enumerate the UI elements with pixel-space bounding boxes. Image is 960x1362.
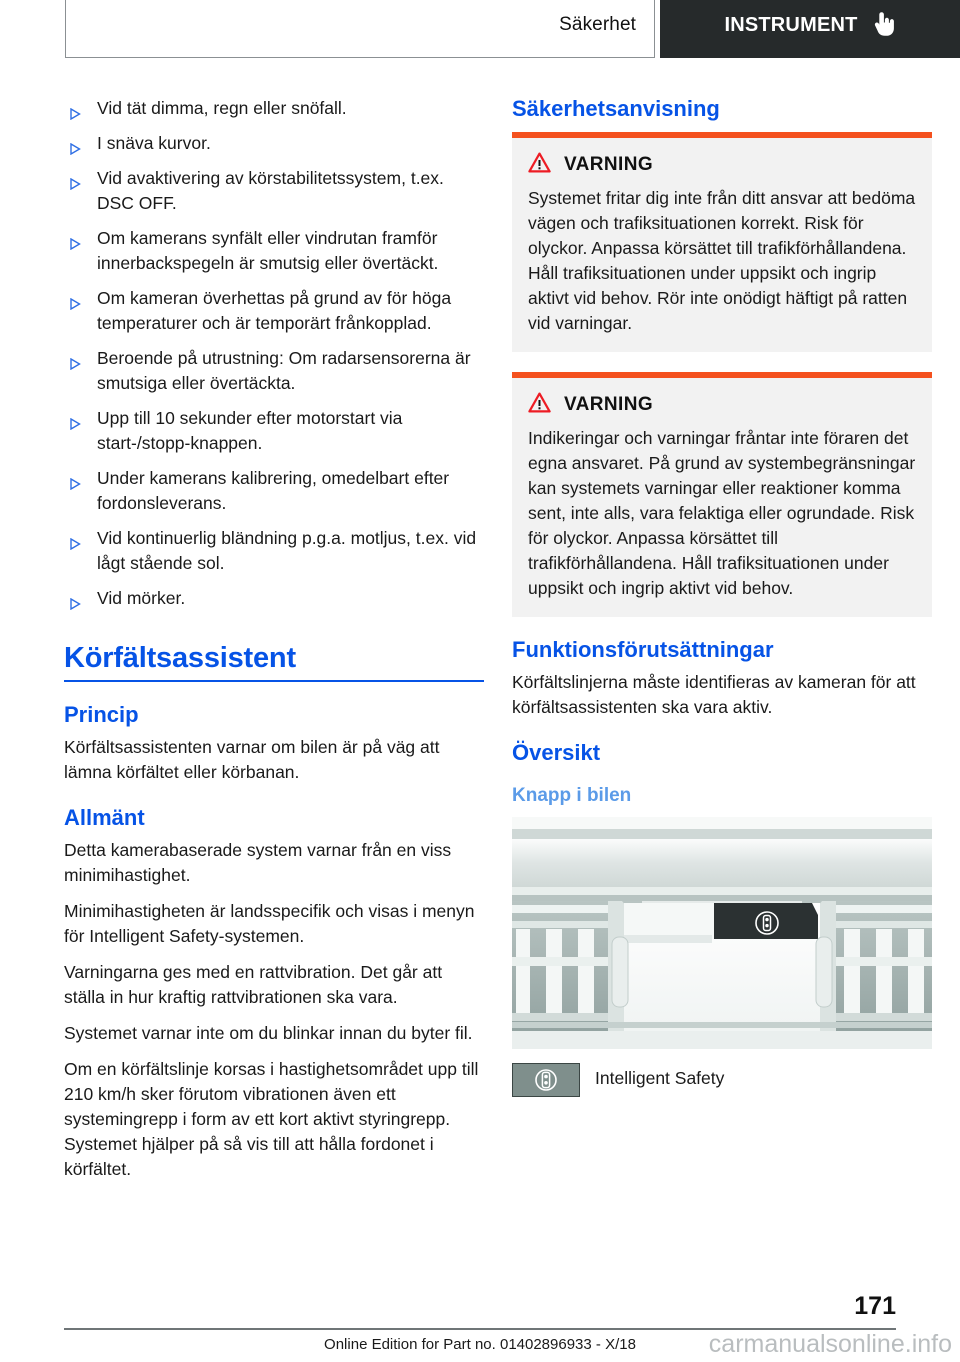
list-item-text: Under kamerans kalibrering, omedelbart efter fordonsleverans. [97,468,450,513]
list-item-text: Vid tät dimma, regn eller snöfall. [97,98,347,118]
triangle-bullet-icon [70,232,81,244]
triangle-bullet-icon [70,352,81,364]
list-item-text: Om kameran överhettas på grund av för höga temperaturer och är temporärt frånkopplad. [97,288,452,333]
breadcrumb-tab[interactable] [65,0,655,58]
warning-header [528,152,916,178]
warning-triangle-icon [528,152,551,178]
legend-label: Intelligent Safety [595,1068,725,1088]
triangle-bullet-icon [70,412,81,424]
right-column [512,96,932,1097]
heading-oversikt: Översikt [512,740,601,765]
funktion-body: Körfältslinjerna måste identifieras av kameran för att körfältsassistenten ska vara aktiv. [512,672,916,717]
triangle-bullet-icon [70,137,81,149]
warning-box [512,372,932,617]
princip-body: Körfältsassistenten varnar om bilen är på väg att lämna körfältet eller körbanan. [64,737,440,782]
list-item [64,406,484,456]
page-header [0,0,960,66]
triangle-bullet-icon [70,592,81,604]
list-item [64,346,484,396]
list-item-text: I snäva kurvor. [97,133,211,153]
warning-box [512,132,932,352]
center-console-button-photo [512,817,932,1049]
heading-princip: Princip [64,702,139,727]
list-item [64,526,484,576]
list-item-text: Vid kontinuerlig bländning p.g.a. motljus, t.ex. vid lågt stående sol. [97,528,477,573]
warning-header [528,392,916,418]
warning-body: Systemet fritar dig inte från ditt ansvar att bedöma vägen och trafiksituationen korrekt. Risk för olyckor. Anpassa körsättet till trafikförhållandena. Håll trafiksituationen under uppsikt och ingrip aktivt vid behov. Rör inte onödigt häftigt på ratten vid varningar. [528,188,916,333]
list-item [64,226,484,276]
allmant-paragraph: Systemet varnar inte om du blinkar innan du byter fil. [64,1023,473,1043]
list-item-text: Beroende på utrustning: Om radarsensorerna är smutsiga eller övertäckta. [97,348,471,393]
list-item-text: Vid avaktivering av körstabilitetssystem, t.ex. DSC OFF. [97,168,444,213]
heading-sakerhetsanvisning: Säkerhetsanvisning [512,96,720,121]
warning-body: Indikeringar och varningar fråntar inte föraren det egna ansvaret. På grund av systembegränsningar kan systemets varningar eller reaktioner komma sent, inte alls, vara felaktiga eller ogrundade. Risk för olyckor. Anpassa körsättet till trafikförhållandena. Håll trafiksituationen under uppsikt och ingrip aktivt vid behov. [528,428,916,598]
triangle-bullet-icon [70,532,81,544]
list-item [64,166,484,216]
warning-title: VARNING [564,154,654,175]
list-item-text: Upp till 10 sekunder efter motorstart via start-/stopp-knappen. [97,408,403,453]
list-item-text: Om kamerans synfält eller vindrutan framför innerbackspegeln är smutsig eller övertäckt. [97,228,439,273]
section-tab-label: INSTRUMENT [724,13,858,36]
left-column [64,96,484,1193]
page-footer [0,1292,960,1362]
chapter-title: Körfältsassistent [64,642,296,674]
list-item [64,466,484,516]
chapter-title-rule [64,680,484,682]
breadcrumb-label: Säkerhet [559,13,636,35]
section-tab-instrument[interactable] [660,0,960,58]
list-item-text: Vid mörker. [97,588,186,608]
heading-allmant: Allmänt [64,805,145,830]
heading-funktionsforutsattningar: Funktionsförutsättningar [512,637,774,662]
warning-title: VARNING [564,394,654,415]
list-item [64,131,484,156]
triangle-bullet-icon [70,472,81,484]
triangle-bullet-icon [70,172,81,184]
allmant-paragraph: Detta kamerabaserade system varnar från en viss minimihastighet. [64,840,452,885]
list-item [64,96,484,121]
allmant-paragraph: Om en körfältslinje korsas i hastighetsområdet upp till 210 km/h sker förutom vibrationen även ett systemingrepp i form av ett kort aktivt styringrepp. Systemet hjälper på så vis till att hålla fordonet i körfältet. [64,1059,479,1179]
conditions-bullet-list [64,96,484,611]
allmant-paragraph: Varningarna ges med en rattvibration. Det går att ställa in hur kraftig rattvibrationen ska vara. [64,962,443,1007]
footer-edition-text: Online Edition for Part no. 01402896933 - X/18 [324,1336,636,1353]
allmant-paragraph: Minimihastigheten är landsspecifik och visas i menyn för Intelligent Safety-systemen. [64,901,475,946]
pointing-hand-icon [872,11,896,39]
heading-knapp-i-bilen: Knapp i bilen [512,785,632,806]
warning-triangle-icon [528,392,551,418]
triangle-bullet-icon [70,102,81,114]
watermark: carmanualsonline.info [708,1330,952,1358]
intelligent-safety-button-icon [512,1063,580,1097]
list-item [64,286,484,336]
figure-legend [512,1063,932,1097]
list-item [64,586,484,611]
page-number: 171 [854,1292,896,1320]
triangle-bullet-icon [70,292,81,304]
